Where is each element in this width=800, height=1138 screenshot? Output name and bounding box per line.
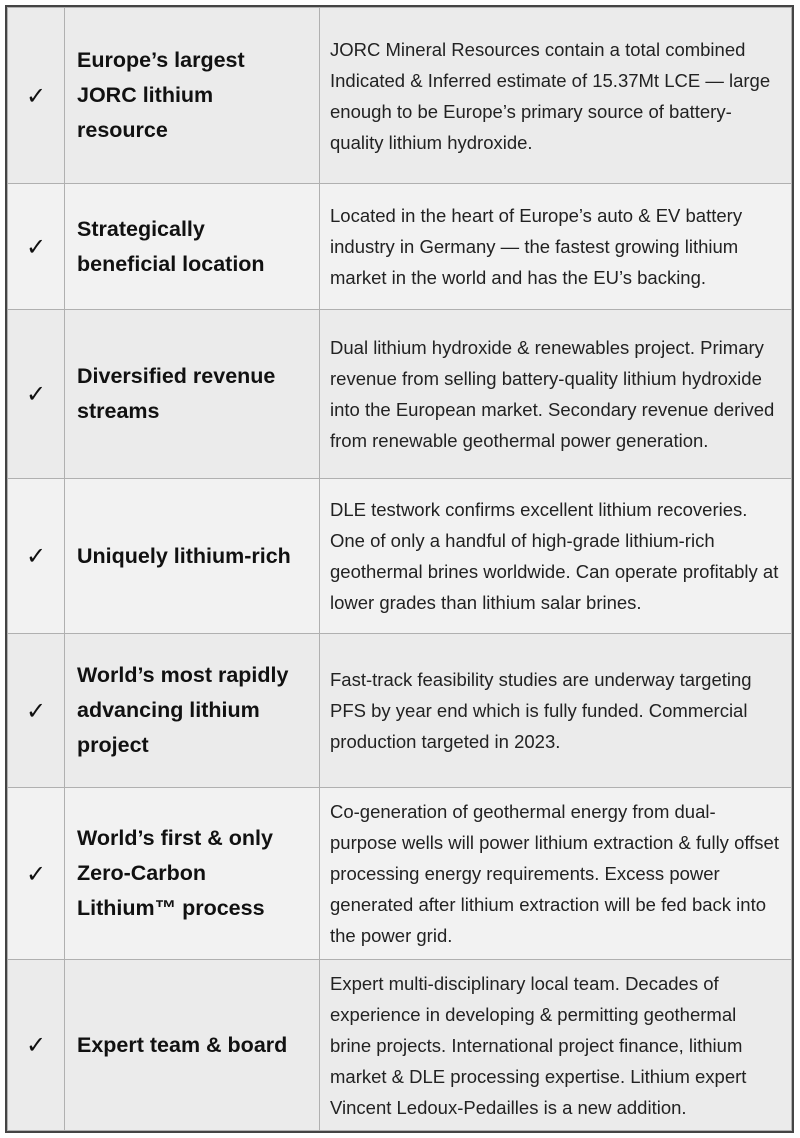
table-row	[8, 184, 792, 310]
table-row	[8, 788, 792, 960]
checkmark-icon: ✓	[8, 310, 65, 479]
row-title: Uniquely lithium-rich	[65, 479, 320, 634]
table-row	[8, 310, 792, 479]
row-description: Expert multi-disciplinary local team. Decades of experience in developing & permitting geothermal brine projects. International project finance, lithium market & DLE processing expertise. Lithium expert Vincent Ledoux-Pedailles is a new addition.	[320, 960, 792, 1131]
row-title: Diversified revenue streams	[65, 310, 320, 479]
checkmark-icon: ✓	[8, 788, 65, 960]
row-description: Located in the heart of Europe’s auto & EV battery industry in Germany — the fastest growing lithium market in the world and has the EU’s backing.	[320, 184, 792, 310]
checkmark-icon: ✓	[8, 960, 65, 1131]
row-description: JORC Mineral Resources contain a total combined Indicated & Inferred estimate of 15.37Mt LCE — large enough to be Europe’s primary source of battery-quality lithium hydroxide.	[320, 8, 792, 184]
table-row	[8, 8, 792, 184]
checkmark-icon: ✓	[8, 184, 65, 310]
checkmark-icon: ✓	[8, 479, 65, 634]
row-title: Strategically beneficial location	[65, 184, 320, 310]
checkmark-icon: ✓	[8, 634, 65, 788]
row-title: World’s most rapidly advancing lithium project	[65, 634, 320, 788]
row-description: Fast-track feasibility studies are underway targeting PFS by year end which is fully funded. Commercial production targeted in 2023.	[320, 634, 792, 788]
checkmark-icon: ✓	[8, 8, 65, 184]
table-row	[8, 960, 792, 1131]
highlights-grid	[7, 7, 792, 1131]
row-title: Expert team & board	[65, 960, 320, 1131]
row-title: Europe’s largest JORC lithium resource	[65, 8, 320, 184]
highlights-table	[5, 5, 794, 1133]
row-description: Dual lithium hydroxide & renewables project. Primary revenue from selling battery-quality lithium hydroxide into the European market. Secondary revenue derived from renewable geothermal power generation.	[320, 310, 792, 479]
row-title: World’s first & only Zero-Carbon Lithium™ process	[65, 788, 320, 960]
table-row	[8, 479, 792, 634]
row-description: DLE testwork confirms excellent lithium recoveries. One of only a handful of high-grade lithium-rich geothermal brines worldwide. Can operate profitably at lower grades than lithium salar brines.	[320, 479, 792, 634]
table-row	[8, 634, 792, 788]
row-description: Co-generation of geothermal energy from dual-purpose wells will power lithium extraction & fully offset processing energy requirements. Excess power generated after lithium extraction will be fed back into the power grid.	[320, 788, 792, 960]
